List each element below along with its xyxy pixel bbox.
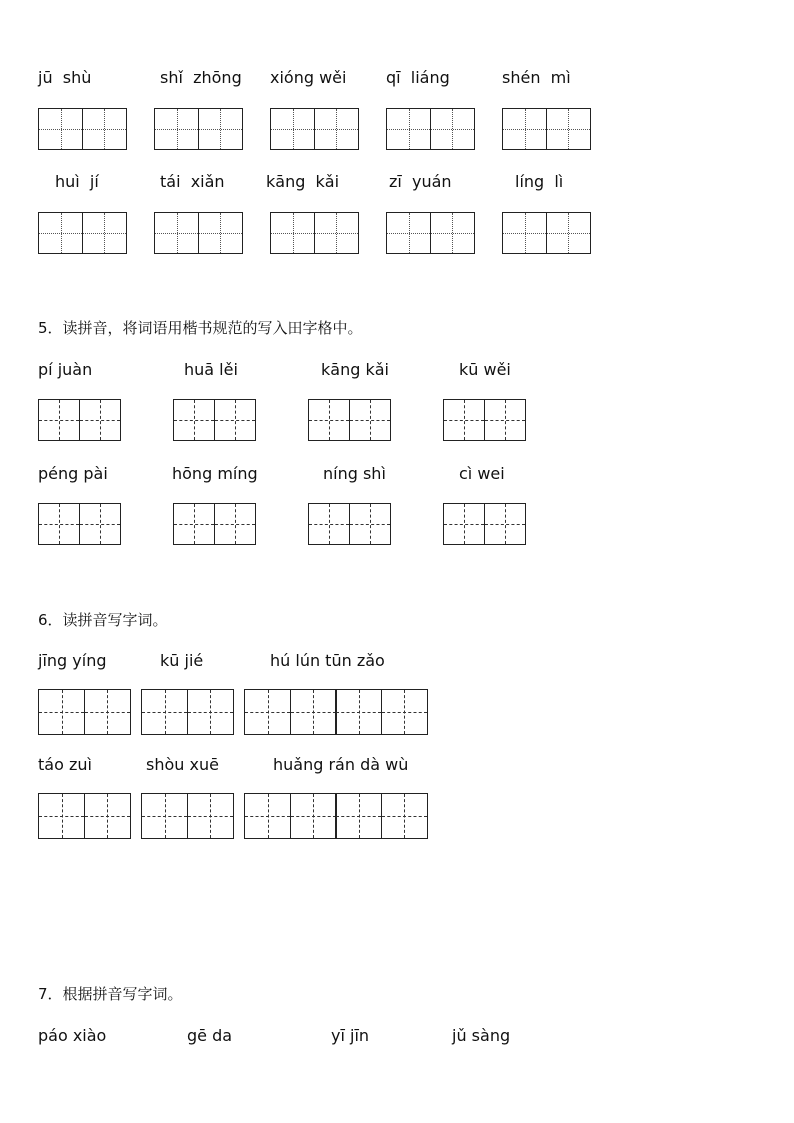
pinyin-label: hōng míng bbox=[172, 464, 258, 483]
pinyin-label: páo xiào bbox=[38, 1026, 107, 1045]
pinyin-label: shòu xuē bbox=[146, 755, 219, 774]
tianzi-grid[interactable] bbox=[38, 212, 127, 254]
pinyin-label: huā lěi bbox=[184, 360, 238, 379]
pinyin-label: yī jīn bbox=[331, 1026, 370, 1045]
tianzi-cell[interactable] bbox=[349, 503, 391, 545]
question-title: 7．根据拼音写字词。 bbox=[38, 985, 183, 1003]
tianzi-cell[interactable] bbox=[546, 108, 591, 150]
tianzi-cell[interactable] bbox=[270, 212, 315, 254]
tianzi-cell[interactable] bbox=[141, 793, 188, 839]
pinyin-label: shǐ zhōng bbox=[160, 68, 242, 87]
pinyin-label: jǔ sàng bbox=[452, 1026, 511, 1045]
tianzi-cell[interactable] bbox=[84, 793, 131, 839]
pinyin-label: líng lì bbox=[515, 172, 564, 191]
tianzi-grid[interactable] bbox=[173, 503, 256, 545]
tianzi-cell[interactable] bbox=[443, 503, 485, 545]
tianzi-cell[interactable] bbox=[244, 793, 291, 839]
tianzi-cell[interactable] bbox=[187, 689, 234, 735]
tianzi-cell[interactable] bbox=[386, 108, 431, 150]
tianzi-grid[interactable] bbox=[270, 108, 359, 150]
tianzi-cell[interactable] bbox=[430, 108, 475, 150]
question-title: 6．读拼音写字词。 bbox=[38, 611, 168, 629]
tianzi-cell[interactable] bbox=[349, 399, 391, 441]
tianzi-cell[interactable] bbox=[314, 212, 359, 254]
tianzi-grid[interactable] bbox=[173, 399, 256, 441]
tianzi-cell[interactable] bbox=[38, 399, 80, 441]
tianzi-grid[interactable] bbox=[244, 689, 428, 735]
tianzi-grid[interactable] bbox=[154, 212, 243, 254]
tianzi-cell[interactable] bbox=[381, 793, 428, 839]
tianzi-cell[interactable] bbox=[308, 399, 350, 441]
tianzi-grid[interactable] bbox=[38, 108, 127, 150]
tianzi-cell[interactable] bbox=[502, 108, 547, 150]
pinyin-label: hú lún tūn zǎo bbox=[270, 651, 385, 670]
pinyin-label: péng pài bbox=[38, 464, 108, 483]
tianzi-cell[interactable] bbox=[38, 503, 80, 545]
tianzi-cell[interactable] bbox=[38, 793, 85, 839]
tianzi-grid[interactable] bbox=[141, 689, 234, 735]
pinyin-label: tái xiǎn bbox=[160, 172, 225, 191]
tianzi-cell[interactable] bbox=[79, 503, 121, 545]
pinyin-label: kāng kǎi bbox=[266, 172, 340, 191]
pinyin-label: cì wei bbox=[459, 464, 505, 483]
tianzi-cell[interactable] bbox=[214, 503, 256, 545]
tianzi-grid[interactable] bbox=[38, 689, 131, 735]
pinyin-label: kū jié bbox=[160, 651, 204, 670]
tianzi-grid[interactable] bbox=[38, 793, 131, 839]
tianzi-cell[interactable] bbox=[290, 689, 337, 735]
pinyin-label: kū wěi bbox=[459, 360, 511, 379]
tianzi-cell[interactable] bbox=[484, 503, 526, 545]
tianzi-cell[interactable] bbox=[314, 108, 359, 150]
pinyin-label: zī yuán bbox=[389, 172, 452, 191]
tianzi-cell[interactable] bbox=[386, 212, 431, 254]
tianzi-cell[interactable] bbox=[546, 212, 591, 254]
tianzi-cell[interactable] bbox=[173, 399, 215, 441]
tianzi-grid[interactable] bbox=[502, 212, 591, 254]
tianzi-grid[interactable] bbox=[443, 503, 526, 545]
tianzi-cell[interactable] bbox=[198, 212, 243, 254]
tianzi-grid[interactable] bbox=[141, 793, 234, 839]
pinyin-label: gē da bbox=[187, 1026, 233, 1045]
tianzi-cell[interactable] bbox=[430, 212, 475, 254]
tianzi-cell[interactable] bbox=[82, 212, 127, 254]
tianzi-cell[interactable] bbox=[290, 793, 337, 839]
tianzi-cell[interactable] bbox=[443, 399, 485, 441]
tianzi-cell[interactable] bbox=[173, 503, 215, 545]
tianzi-cell[interactable] bbox=[335, 689, 382, 735]
tianzi-grid[interactable] bbox=[270, 212, 359, 254]
tianzi-cell[interactable] bbox=[141, 689, 188, 735]
tianzi-grid[interactable] bbox=[154, 108, 243, 150]
tianzi-grid[interactable] bbox=[386, 108, 475, 150]
tianzi-cell[interactable] bbox=[187, 793, 234, 839]
pinyin-label: kāng kǎi bbox=[321, 360, 389, 379]
pinyin-label: jū shù bbox=[38, 68, 92, 87]
tianzi-grid[interactable] bbox=[38, 399, 121, 441]
tianzi-grid[interactable] bbox=[386, 212, 475, 254]
tianzi-cell[interactable] bbox=[82, 108, 127, 150]
tianzi-cell[interactable] bbox=[38, 689, 85, 735]
tianzi-cell[interactable] bbox=[79, 399, 121, 441]
tianzi-cell[interactable] bbox=[335, 793, 382, 839]
question-title: 5．读拼音，将词语用楷书规范的写入田字格中。 bbox=[38, 319, 363, 337]
tianzi-cell[interactable] bbox=[270, 108, 315, 150]
pinyin-label: táo zuì bbox=[38, 755, 92, 774]
tianzi-grid[interactable] bbox=[308, 503, 391, 545]
tianzi-cell[interactable] bbox=[154, 212, 199, 254]
tianzi-cell[interactable] bbox=[198, 108, 243, 150]
pinyin-label: huǎng rán dà wù bbox=[273, 755, 409, 774]
tianzi-cell[interactable] bbox=[154, 108, 199, 150]
tianzi-cell[interactable] bbox=[38, 212, 83, 254]
tianzi-cell[interactable] bbox=[84, 689, 131, 735]
tianzi-cell[interactable] bbox=[214, 399, 256, 441]
tianzi-cell[interactable] bbox=[38, 108, 83, 150]
pinyin-label: qī liáng bbox=[386, 68, 450, 87]
pinyin-label: huì jí bbox=[55, 172, 99, 191]
tianzi-cell[interactable] bbox=[308, 503, 350, 545]
tianzi-cell[interactable] bbox=[244, 689, 291, 735]
tianzi-cell[interactable] bbox=[484, 399, 526, 441]
tianzi-grid[interactable] bbox=[502, 108, 591, 150]
pinyin-label: jīng yíng bbox=[38, 651, 107, 670]
tianzi-grid[interactable] bbox=[308, 399, 391, 441]
pinyin-label: pí juàn bbox=[38, 360, 93, 379]
pinyin-label: níng shì bbox=[323, 464, 386, 483]
pinyin-label: xióng wěi bbox=[270, 68, 347, 87]
tianzi-grid[interactable] bbox=[443, 399, 526, 441]
tianzi-grid[interactable] bbox=[244, 793, 428, 839]
pinyin-label: shén mì bbox=[502, 68, 571, 87]
tianzi-cell[interactable] bbox=[502, 212, 547, 254]
tianzi-grid[interactable] bbox=[38, 503, 121, 545]
tianzi-cell[interactable] bbox=[381, 689, 428, 735]
